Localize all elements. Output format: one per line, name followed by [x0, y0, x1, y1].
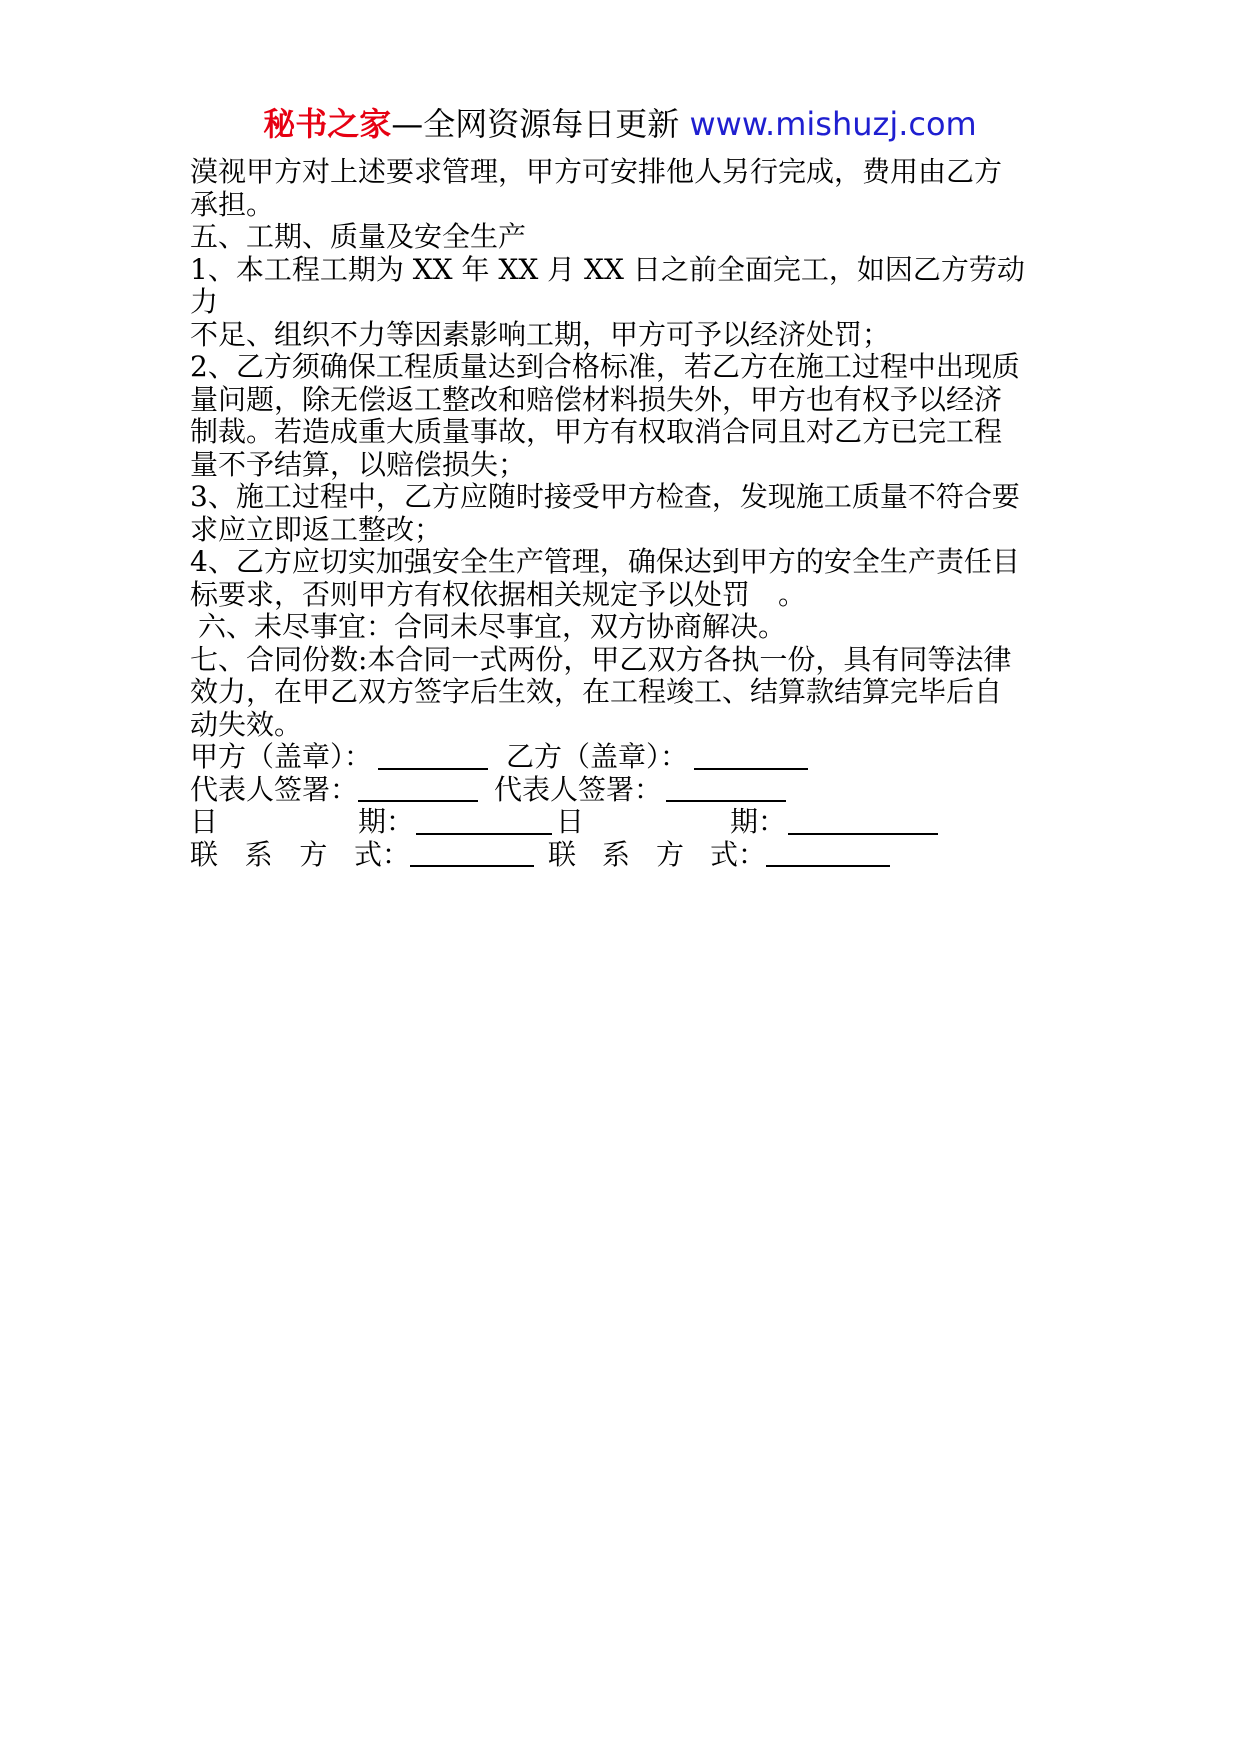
party-b-seal-field[interactable] [694, 744, 808, 770]
signature-row-contact [190, 839, 1060, 872]
body-line: 2、乙方须确保工程质量达到合格标准，若乙方在施工过程中出现质 [190, 350, 1020, 383]
contact-char: 系 [601, 837, 630, 871]
party-a-contact-label [190, 839, 410, 872]
body-line: 标要求，否则甲方有权依据相关规定予以处罚 。 [190, 577, 807, 611]
contact-char: 联 [190, 837, 219, 871]
body-line: 4、乙方应切实加强安全生产管理，确保达到甲方的安全生产责任目 [190, 545, 1020, 578]
body-line: 承担。 [190, 187, 275, 221]
party-b-date-label [556, 806, 786, 839]
page-header [0, 104, 1240, 144]
body-line: 求应立即返工整改； [190, 512, 443, 546]
party-a-rep-label: 代表人签署： [190, 772, 359, 806]
party-b-rep-field[interactable] [666, 776, 786, 802]
party-a-seal-field[interactable] [378, 744, 488, 770]
party-b-contact-field[interactable] [766, 841, 890, 867]
body-line: 制裁。若造成重大质量事故，甲方有权取消合同且对乙方已完工程 [190, 415, 1003, 448]
party-b-date-char-2: 期： [729, 805, 786, 838]
section-heading: 六、未尽事宜：合同未尽事宜，双方协商解决。 [198, 610, 787, 643]
header-dash: — [391, 105, 424, 143]
contact-char: 式： [709, 837, 766, 871]
contact-char: 方 [655, 837, 684, 871]
body-line: 量不予结算，以赔偿损失； [190, 447, 527, 481]
party-a-date-char-2: 期： [357, 805, 414, 838]
header-url-link[interactable]: www.mishuzj.com [689, 105, 977, 143]
body-line: 七、合同份数:本合同一式两份，甲乙双方各执一份，具有同等法律 [190, 642, 1012, 676]
body-line: 漠视甲方对上述要求管理，甲方可安排他人另行完成，费用由乙方 [190, 155, 1003, 188]
body-line: 量问题，除无偿返工整改和赔偿材料损失外，甲方也有权予以经济 [190, 382, 1003, 416]
party-a-date-char-1: 日 [190, 805, 219, 838]
signature-row-seal [190, 741, 1060, 774]
party-a-date-label [190, 806, 414, 839]
party-a-date-field[interactable] [416, 809, 552, 835]
section-heading: 五、工期、质量及安全生产 [190, 220, 527, 253]
contact-char: 系 [244, 837, 273, 871]
contact-char: 联 [548, 837, 577, 871]
party-a-rep-field[interactable] [358, 776, 478, 802]
party-a-contact-field[interactable] [410, 841, 534, 867]
body-line: 不足、组织不力等因素影响工期，甲方可予以经济处罚； [190, 317, 891, 351]
body-line: 效力，在甲乙双方签字后生效，在工程竣工、结算款结算完毕后自 [190, 675, 1003, 708]
party-a-seal-label: 甲方（盖章）： [190, 740, 373, 773]
party-b-contact-label [548, 839, 766, 872]
party-b-date-field[interactable] [788, 809, 938, 835]
signature-row-date [190, 806, 1060, 839]
body-line: 3、施工过程中，乙方应随时接受甲方检查，发现施工质量不符合要 [190, 480, 1020, 513]
party-b-date-char-1: 日 [556, 805, 585, 838]
body-line: 1、本工程工期为 XX 年 XX 月 XX 日之前全面完工，如因乙方劳动 [190, 252, 1025, 286]
header-slogan: 全网资源每日更新 [423, 105, 680, 143]
contact-char: 方 [299, 837, 328, 871]
body-line: 力 [190, 285, 219, 318]
signature-row-rep [190, 774, 1060, 807]
contact-char: 式： [353, 837, 410, 871]
body-line: 动失效。 [190, 707, 303, 741]
party-b-seal-label: 乙方（盖章）： [506, 740, 689, 773]
party-b-rep-label: 代表人签署： [494, 772, 663, 806]
header-brand: 秘书之家 [263, 105, 392, 143]
contract-body [190, 156, 1060, 871]
